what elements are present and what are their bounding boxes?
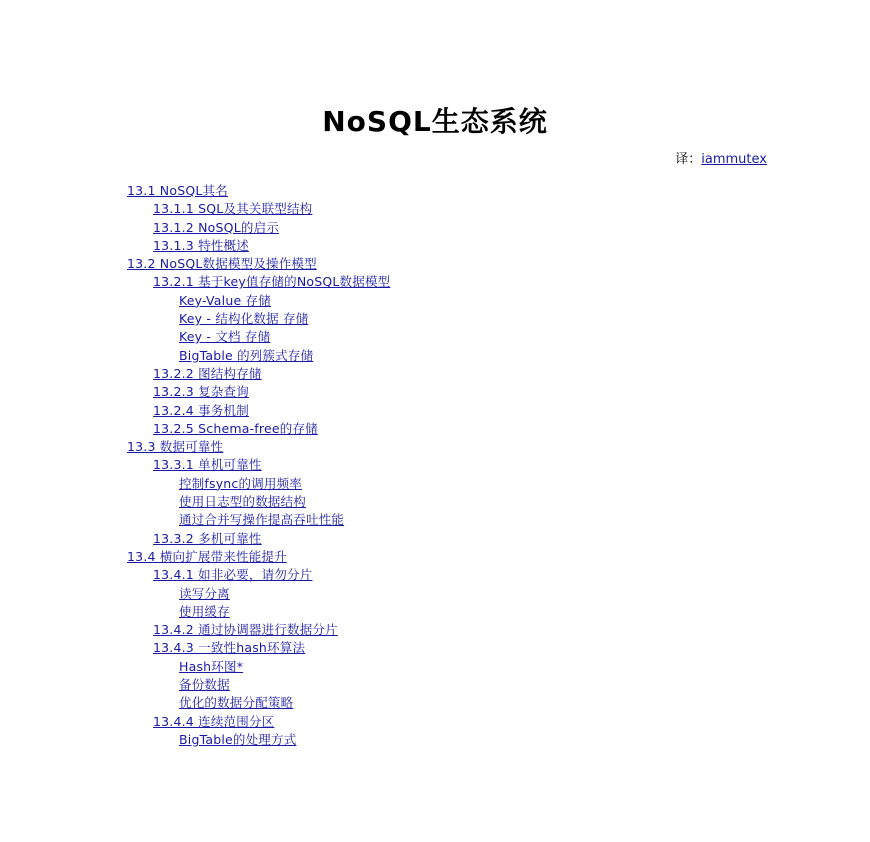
- toc-item: [127, 621, 390, 639]
- toc-link[interactable]: BigTable的处理方式: [179, 731, 297, 747]
- toc-item: [127, 493, 390, 511]
- toc-link[interactable]: 13.3 数据可靠性: [127, 439, 224, 455]
- toc-link[interactable]: 13.3.2 多机可靠性: [153, 530, 262, 546]
- toc-link[interactable]: Key - 结构化数据 存储: [179, 311, 309, 327]
- toc-link[interactable]: 使用缓存: [179, 603, 230, 619]
- toc-item: [127, 237, 390, 255]
- toc-item: [127, 328, 390, 346]
- toc-item: [127, 530, 390, 548]
- toc-link[interactable]: Key - 文档 存储: [179, 329, 271, 345]
- toc-item: [127, 731, 390, 749]
- toc-link[interactable]: 通过合并写操作提高吞吐性能: [179, 512, 345, 528]
- toc-item: [127, 566, 390, 584]
- toc-item: [127, 200, 390, 218]
- toc-link[interactable]: 13.2 NoSQL数据模型及操作模型: [127, 256, 317, 272]
- toc-link[interactable]: 13.2.1 基于key值存储的NoSQL数据模型: [153, 274, 391, 290]
- toc-item: [127, 548, 390, 566]
- toc-item: [127, 585, 390, 603]
- toc-item: [127, 694, 390, 712]
- toc-link[interactable]: 13.4.1 如非必要，请勿分片: [153, 567, 313, 583]
- toc-item: [127, 255, 390, 273]
- toc-item: [127, 420, 390, 438]
- toc-link[interactable]: 13.1.2 NoSQL的启示: [153, 219, 279, 235]
- toc-link[interactable]: 13.4 横向扩展带来性能提升: [127, 548, 287, 564]
- toc-link[interactable]: 13.2.3 复杂查询: [153, 384, 249, 400]
- table-of-contents: [127, 182, 390, 749]
- toc-link[interactable]: 读写分离: [179, 585, 230, 601]
- toc-link[interactable]: 13.1.1 SQL及其关联型结构: [153, 201, 313, 217]
- toc-item: [127, 383, 390, 401]
- toc-item: [127, 219, 390, 237]
- toc-link[interactable]: 13.2.4 事务机制: [153, 402, 249, 418]
- toc-item: [127, 273, 390, 291]
- toc-link[interactable]: Hash环图*: [179, 658, 244, 674]
- translator-credit: [675, 148, 767, 167]
- toc-item: [127, 182, 390, 200]
- toc-link[interactable]: 使用日志型的数据结构: [179, 494, 307, 510]
- toc-link[interactable]: 13.2.5 Schema-free的存储: [153, 420, 318, 436]
- toc-item: [127, 402, 390, 420]
- toc-link[interactable]: 13.2.2 图结构存储: [153, 365, 262, 381]
- toc-item: [127, 713, 390, 731]
- toc-item: [127, 475, 390, 493]
- toc-link[interactable]: 控制fsync的调用频率: [179, 475, 303, 491]
- toc-link[interactable]: 13.1 NoSQL其名: [127, 183, 228, 198]
- toc-item: [127, 292, 390, 310]
- toc-link[interactable]: 13.3.1 单机可靠性: [153, 457, 262, 473]
- toc-item: [127, 639, 390, 657]
- toc-link[interactable]: 优化的数据分配策略: [179, 695, 294, 711]
- toc-link[interactable]: BigTable 的列簇式存储: [179, 347, 314, 363]
- toc-link[interactable]: 13.4.3 一致性hash环算法: [153, 640, 306, 656]
- page-title: NoSQL生态系统: [322, 105, 548, 138]
- translator-link[interactable]: iammutex: [701, 152, 767, 167]
- toc-item: [127, 676, 390, 694]
- toc-link[interactable]: Key-Value 存储: [179, 292, 271, 308]
- translator-label: 译：: [675, 152, 702, 167]
- toc-link[interactable]: 13.4.2 通过协调器进行数据分片: [153, 622, 338, 638]
- toc-item: [127, 603, 390, 621]
- toc-item: [127, 438, 390, 456]
- toc-item: [127, 365, 390, 383]
- toc-item: [127, 658, 390, 676]
- toc-item: [127, 511, 390, 529]
- toc-item: [127, 347, 390, 365]
- toc-link[interactable]: 13.4.4 连续范围分区: [153, 713, 275, 729]
- toc-link[interactable]: 13.1.3 特性概述: [153, 237, 249, 253]
- toc-item: [127, 456, 390, 474]
- toc-link[interactable]: 备份数据: [179, 677, 230, 693]
- toc-item: [127, 310, 390, 328]
